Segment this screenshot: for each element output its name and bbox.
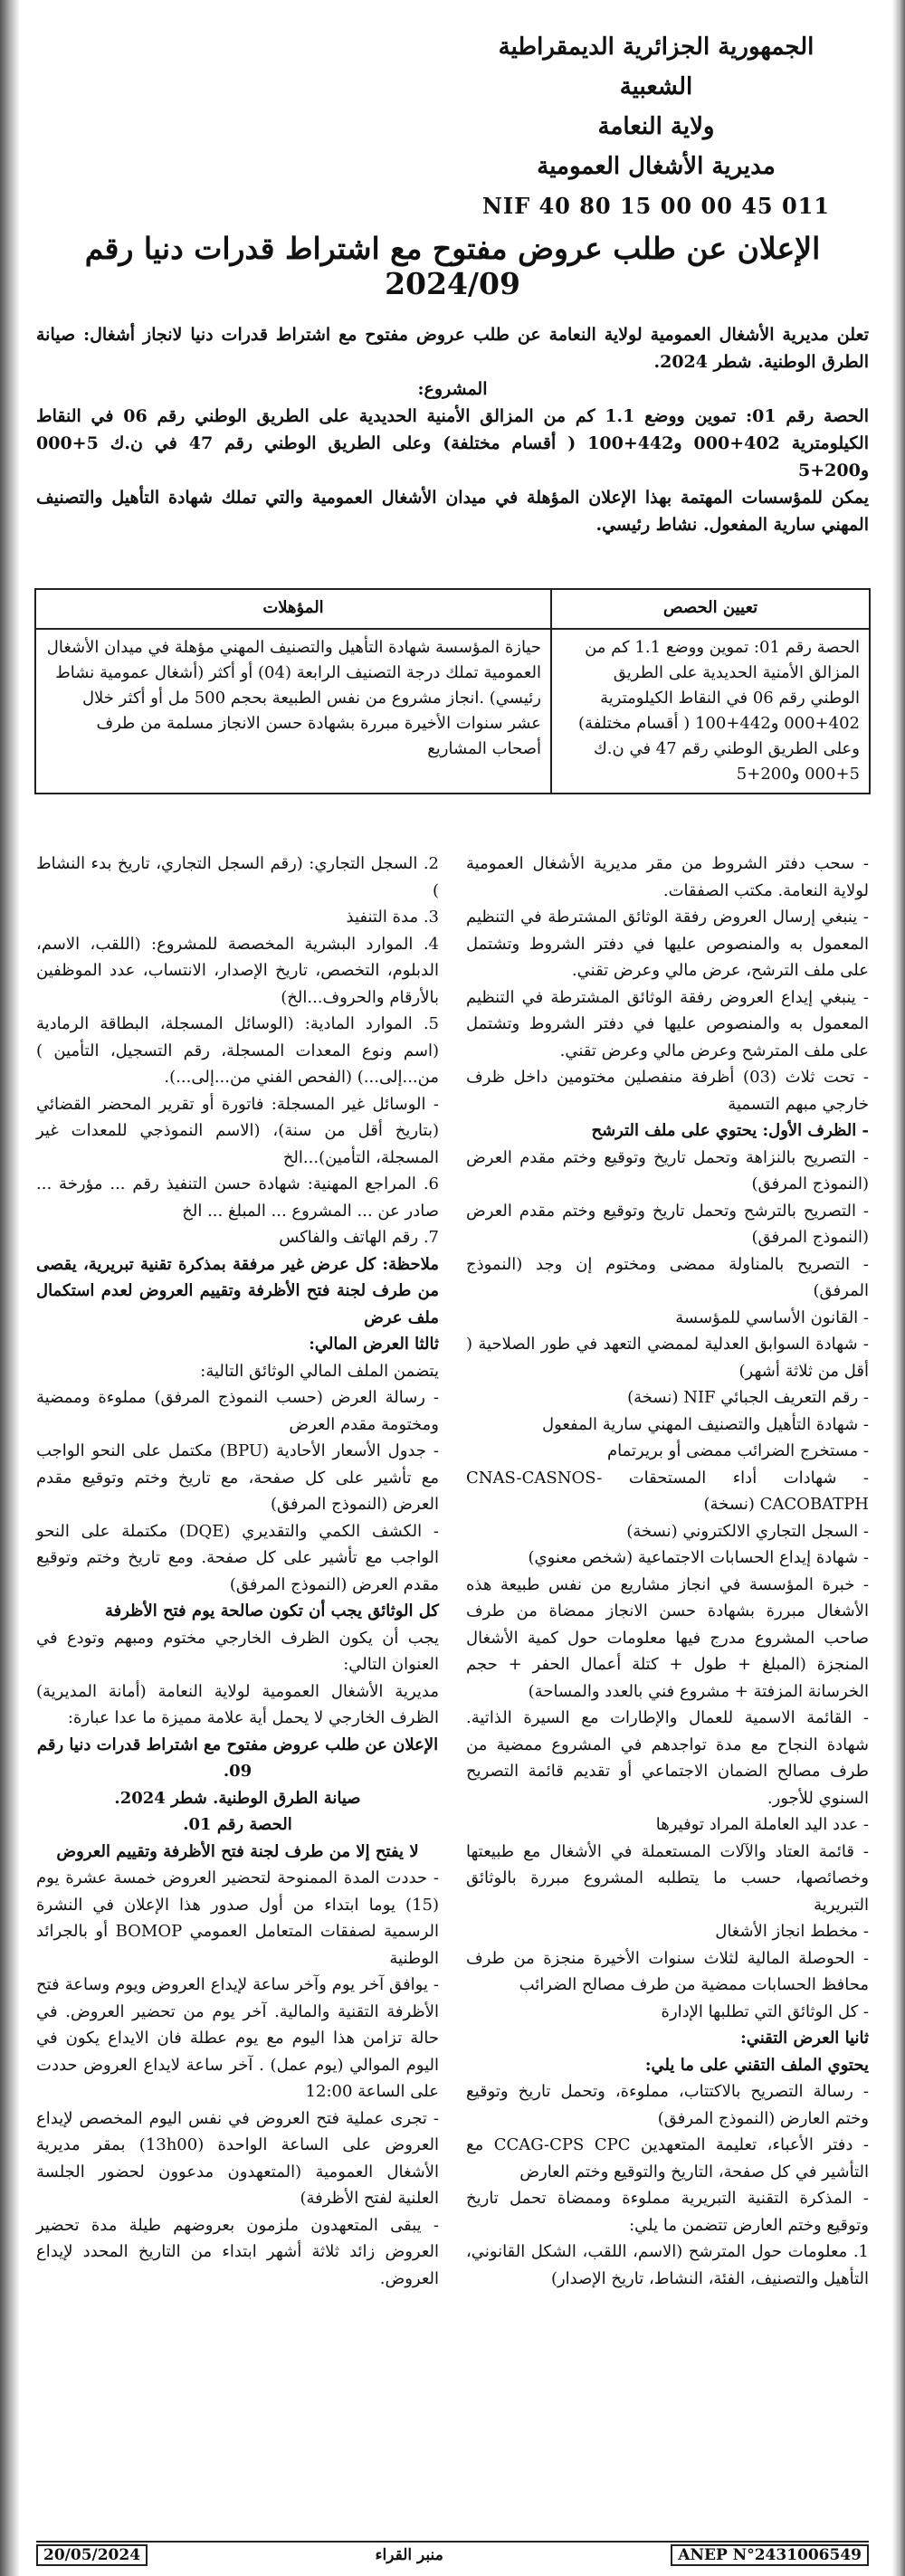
list-item: - رسالة العرض (حسب النموذج المرفق) مملوءة وممضية ومختومة مقدم العرض bbox=[36, 1388, 439, 1434]
list-item: - خبرة المؤسسة في انجاز مشاريع من نفس طبيعة هذه الأشغال مبررة بشهادة حسن الانجاز ممضاة من طرف صاحب المشروع مدرج فيها معلومات حول كمية الأشغال المنجزة (المبلغ + طول + كتلة أعمال الحفر + حجم الخرسانة المزفتة + مشروع فني بالعدد والمساحة) bbox=[466, 1574, 869, 1701]
list-item: 6. المراجع المهنية: شهادة حسن التنفيذ رقم ... مؤرخة ... صادر عن ... المشروع ... المبلغ ... الخ bbox=[36, 1174, 439, 1221]
header-lots: تعيين الحصص bbox=[551, 589, 870, 629]
lot-description: الحصة رقم 01: تموين ووضع 1.1 كم من المزالق الأمنية الحديدية على الطريق الوطني رقم 06 في النقاط الكيلومترية 402+000 و442+100 ( أقسام مختلفة) وعلى الطريق الوطني رقم 47 في ن.ك 5+000 و200+5 bbox=[36, 406, 870, 480]
republic-name: الجمهورية الجزائرية الديمقراطية الشعبية bbox=[498, 33, 814, 100]
publication-date: 20/05/2024 bbox=[36, 2544, 148, 2566]
list-item: - قائمة العتاد والآلات المستعملة في الأشغال مع طبيعتها وخصائصها، حسب ما يتطلبه المشروع مبررة بالوثائق التبريرية bbox=[466, 1841, 869, 1915]
anep-number: ANEP N°2431006549 bbox=[671, 2544, 869, 2566]
list-item: - سحب دفتر الشروط من مقر مديرية الأشغال العمومية لولاية النعامة. مكتب الصفقات. bbox=[466, 854, 869, 900]
left-column bbox=[36, 851, 439, 2292]
cell-qualifications: حيازة المؤسسة شهادة التأهيل والتصنيف المهني مؤهلة في ميدان الأشغال العمومية تملك درجة التصنيف الرابعة (04) أو أكثر (أشغال عمومية نشاط رئيسي) .انجاز مشروع من نفس الطبيعة بحجم 500 مل أو أكثر خلال عشر سنوات الأخيرة مبررة بشهادة حسن الانجاز مسلمة من طرف أصحاب المشاريع bbox=[35, 629, 551, 794]
list-item: - المذكرة التقنية التبريرية مملوءة وممضاة تحمل تاريخ وتوقيع وختم العارض تتضمن ما يلي: bbox=[466, 2189, 869, 2235]
lots-table bbox=[34, 588, 871, 794]
list-item: - حددت المدة الممنوحة لتحضير العروض خمسة عشرة يوم (15) يوما ابتداء من أول صدور هذا الإعلان في النشرة الرسمية لصفقات المتعامل العمومي BOMOP أو بالجرائد الوطنية bbox=[36, 1868, 439, 1968]
list-item: - تجرى عملية فتح العروض في نفس اليوم المخصص لإيداع العروض على الساعة الواحدة (13h00) بمقر مديرية الأشغال العمومية (المتعهدون مدعوون لحضور الجلسة العلنية لفتح الأظرفة) bbox=[36, 2108, 439, 2208]
list-item: - ينبغي إيداع العروض رفقة الوثائق المشترطة في التنظيم المعمول به والمنصوص عليها في دفتر الشروط وتشتمل على ملف المترشح وعرض مالي وعرض تقني. bbox=[466, 987, 869, 1060]
list-item: - كل الوثائق التي تطلبها الإدارة bbox=[661, 2001, 869, 2021]
list-item: - الحوصلة المالية لثلاث سنوات الأخيرة منجزة من طرف محافظ الحسابات ممضية من طرف مصالح الضرائب bbox=[466, 1948, 869, 1994]
list-item: - ينبغي إرسال العروض رفقة الوثائق المشترطة في التنظيم المعمول به والمنصوص عليها في دفتر الشروط وتشتمل على ملف الترشح، عرض مالي وعرض تقني. bbox=[466, 908, 869, 980]
source-name: منبر القراء bbox=[375, 2546, 443, 2564]
list-item: يتضمن الملف المالي الوثائق التالية: bbox=[200, 1361, 439, 1381]
list-item: - دفتر الأعباء، تعليمة المتعهدين CCAG-CPS CPC مع التأشير في كل صفحة، التاريخ والتوقيع وختم العارض bbox=[466, 2135, 869, 2182]
nif-number: NIF 40 80 15 00 00 45 011 bbox=[481, 193, 831, 219]
list-item: يحتوي الملف التقني على ما يلي: bbox=[644, 2055, 869, 2075]
list-item: 3. مدة التنفيذ bbox=[346, 908, 439, 927]
envelope-label: الحصة رقم 01. bbox=[183, 1815, 292, 1834]
list-item: - مستخرج الضرائب ممضى أو بريرتمام bbox=[607, 1441, 869, 1460]
list-item: - شهادة إيداع الحسابات الاجتماعية (شخص معنوي) bbox=[528, 1548, 869, 1567]
list-item: - التصريح بالترشح وتحمل تاريخ وتوقيع وختم مقدم العرض (النموذج المرفق) bbox=[466, 1201, 869, 1247]
wilaya-name: ولاية النعامة bbox=[597, 113, 715, 140]
list-item: - رقم التعريف الجبائي NIF (نسخة) bbox=[627, 1388, 869, 1407]
list-item: - جدول الأسعار الأحادية (BPU) مكتمل على النحو الواجب مع تأشير على كل صفحة، مع تاريخ وختم وتوقيع مقدم العرض (النموذج المرفق) bbox=[36, 1441, 439, 1514]
list-item: - شهادة التأهيل والتصنيف المهني سارية المفعول bbox=[542, 1414, 869, 1434]
note: ملاحظة: كل عرض غير مرفقة بمذكرة تقنية تبريرية، يقصى من طرف لجنة فتح الأظرفة وتقييم العروض لعدم استكمال ملف عرض bbox=[36, 1254, 439, 1327]
envelope-label: صيانة الطرق الوطنية. شطر 2024. bbox=[114, 1788, 361, 1808]
list-item: - مخطط انجاز الأشغال bbox=[715, 1922, 869, 1941]
cell-lot: الحصة رقم 01: تموين ووضع 1.1 كم من المزالق الأمنية الحديدية على الطريق الوطني رقم 06 في النقاط الكيلومترية 402+000 و442+100 ( أقسام مختلفة) وعلى الطريق الوطني رقم 47 في ن.ك 5+000 و200+5 bbox=[551, 629, 870, 794]
list-item: - التصريح بالنزاهة وتحمل تاريخ وتوقيع وختم مقدم العرض (النموذج المرفق) bbox=[466, 1147, 869, 1193]
list-item: 7. رقم الهاتف والفاكس bbox=[279, 1228, 439, 1247]
page-edge-left bbox=[0, 0, 20, 2576]
section-heading: - الظرف الأول: يحتوي على ملف الترشح bbox=[591, 1121, 869, 1140]
official-header bbox=[462, 27, 851, 226]
list-item: - القانون الأساسي للمؤسسة bbox=[675, 1307, 869, 1327]
envelope-label: لا يفتح إلا من طرف لجنة فتح الأظرفة وتقييم العروض bbox=[56, 1841, 419, 1861]
table-row bbox=[35, 629, 870, 794]
announcement-title: الإعلان عن طلب عروض مفتوح مع اشتراط قدرات دنيا رقم 2024/09 bbox=[84, 231, 821, 301]
list-item: - رسالة التصريح بالاكتتاب، مملوءة، وتحمل تاريخ وتوقيع وختم العارض (النموذج المرفق) bbox=[466, 2082, 869, 2128]
list-item: - الوسائل غير المسجلة: فاتورة أو تقرير المحضر القضائي (بتاريخ أقل من سنة)، (الاسم النموذجي للمعدات غير المسجلة، التأمين)...الخ bbox=[36, 1094, 439, 1167]
section-heading: ثالثا العرض المالي: bbox=[309, 1335, 439, 1354]
list-item: - يبقى المتعهدون ملزمون بعروضهم طيلة مدة تحضير العروض زائد ثلاثة أشهر ابتداء من التاريخ المحدد لإيداع العروض. bbox=[36, 2215, 439, 2288]
section-heading: ثانيا العرض التقني: bbox=[740, 2029, 869, 2048]
right-column bbox=[466, 851, 869, 2292]
list-item: 5. الموارد المادية: (الوسائل المسجلة، البطاقة الرمادية (اسم ونوع المعدات المسجلة، رقم التسجيل، التأمين ) من...إلى...) (الفحص الفني من...إلى...). bbox=[36, 1014, 439, 1087]
project-label: المشروع: bbox=[417, 379, 488, 399]
table-header-row bbox=[35, 589, 870, 629]
list-item: 2. السجل التجاري: (رقم السجل التجاري، تاريخ بدء النشاط ) bbox=[36, 854, 439, 900]
list-item: 4. الموارد البشرية المخصصة للمشروع: (اللقب، الاسم، الدبلوم، التخصص، تاريخ الإصدار، الانتساب، عدد الموظفين بالأرقام والحروف...الخ) bbox=[36, 934, 439, 1007]
list-item: يجب أن يكون الظرف الخارجي مختوم ومبهم وتودع في العنوان التالي: bbox=[36, 1628, 439, 1674]
intro-paragraph: تعلن مديرية الأشغال العمومية لولاية النعامة عن طلب عروض مفتوح مع اشتراط قدرات دنيا لانجاز أشغال: صيانة الطرق الوطنية. شطر 2024. bbox=[36, 325, 869, 372]
list-item: مديرية الأشغال العمومية لولاية النعامة (أمانة المديرية) الظرف الخارجي لا يحمل أية علامة مميزة ما عدا عبارة: bbox=[36, 1681, 439, 1727]
directorate-name: مديرية الأشغال العمومية bbox=[537, 153, 776, 180]
list-item: - التصريح بالمناولة ممضى ومختوم إن وجد (النموذج المرفق) bbox=[466, 1254, 869, 1300]
page-edge-right bbox=[892, 0, 905, 2576]
eligibility-paragraph: يمكن للمؤسسات المهتمة بهذا الإعلان المؤهلة في ميدان الأشغال العمومية والتي تملك شهادة التأهيل والتصنيف المهني سارية المفعول. نشاط رئيسي. bbox=[36, 488, 869, 535]
list-item: - يوافق آخر يوم وآخر ساعة لإيداع العروض ويوم وساعة فتح الأظرفة التقنية والمالية. آخر يوم من تحضير العروض. في حالة تزامن هذا اليوم مع يوم عطلة فان الايداع يكون في اليوم الموالي (يوم عمل) . آخر ساعة لايداع العروض حددت على الساعة 12:00 bbox=[36, 1975, 439, 2101]
list-item: - عدد اليد العاملة المراد توفيرها bbox=[655, 1815, 869, 1834]
list-item: - شهادات أداء المستحقات CNAS-CASNOS-CACOBATPH (نسخة) bbox=[466, 1468, 869, 1514]
list-item: - تحت ثلاث (03) أظرفة منفصلين مختومين داخل ظرف خارجي مبهم التسمية bbox=[466, 1068, 870, 1114]
list-item: - القائمة الاسمية للعمال والإطارات مع السيرة الذاتية. شهادة النجاح مع مدة تواجدهم في المشروع ممضية من طرف مصالح الضمان الاجتماعي أو تقديم قائمة التصريح السنوي للأجور. bbox=[466, 1708, 869, 1808]
intro-section bbox=[36, 321, 869, 538]
list-item: - السجل التجاري الالكتروني (نسخة) bbox=[626, 1521, 869, 1541]
list-item: 1. معلومات حول المترشح (الاسم، اللقب، الشكل القانوني، التأهيل والتصنيف، الفئة، النشاط، تاريخ الإصدار) bbox=[466, 2242, 869, 2288]
list-item: كل الوثائق يجب أن تكون صالحة يوم فتح الأظرفة bbox=[104, 1602, 439, 1621]
list-item: - شهادة السوابق العدلية لممضي التعهد في طور الصلاحية ( أقل من ثلاثة أشهر) bbox=[466, 1335, 869, 1381]
header-qualifications: المؤهلات bbox=[35, 589, 551, 629]
envelope-label: الإعلان عن طلب عروض مفتوح مع اشتراط قدرات دنيا رقم 09. bbox=[36, 1735, 439, 1781]
page-footer bbox=[36, 2541, 869, 2568]
list-item: - الكشف الكمي والتقديري (DQE) مكتملة على النحو الواجب مع تأشير على كل صفحة. ومع تاريخ وختم وتوقيع مقدم العرض (النموذج المرفق) bbox=[36, 1521, 439, 1594]
